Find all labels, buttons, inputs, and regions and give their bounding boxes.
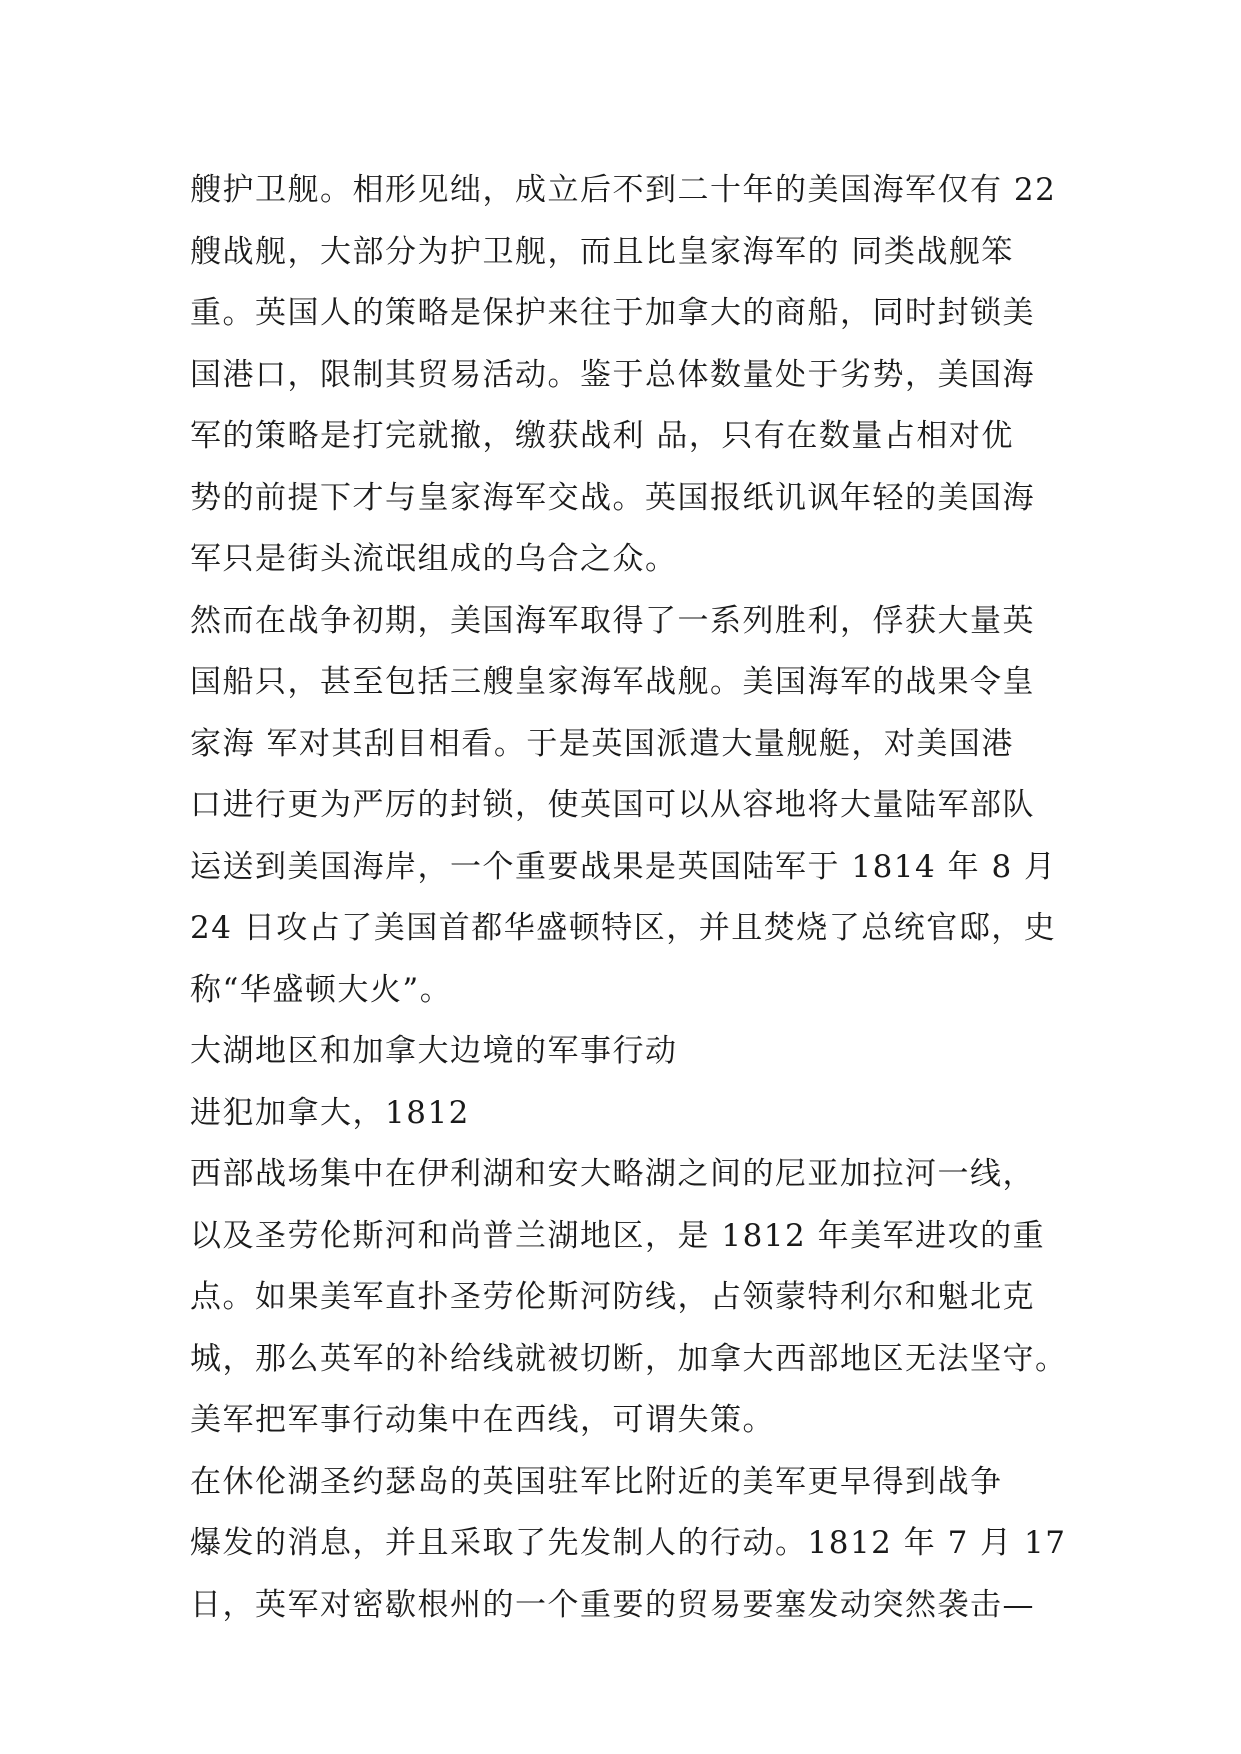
text-line: 点。如果美军直扑圣劳伦斯河防线，占领蒙特利尔和魁北克: [190, 1279, 1035, 1315]
text-line: 运送到美国海岸，一个重要战果是英国陆军于 1814 年 8 月: [190, 848, 1057, 885]
text-line: 势的前提下才与皇家海军交战。英国报纸讥讽年轻的美国海: [190, 479, 1035, 516]
text-line: 军只是街头流氓组成的乌合之众。: [190, 541, 678, 577]
text-line: 然而在战争初期，美国海军取得了一系列胜利，俘获大量英: [190, 602, 1035, 639]
text-line: 口进行更为严厉的封锁，使英国可以从容地将大量陆军部队: [190, 787, 1035, 823]
text-line: 艘护卫舰。相形见绌，成立后不到二十年的美国海军仅有 22: [190, 172, 1057, 208]
text-line: 日，英军对密歇根州的一个重要的贸易要塞发动突然袭击—: [190, 1586, 1035, 1623]
text-line: 国船只，甚至包括三艘皇家海军战舰。美国海军的战果令皇: [190, 664, 1035, 700]
text-line: 美军把军事行动集中在西线，可谓失策。: [190, 1402, 775, 1438]
body-text: [190, 160, 1070, 1636]
text-line: 重。英国人的策略是保护来往于加拿大的商船，同时封锁美: [190, 295, 1035, 331]
text-line: 家海 军对其刮目相看。于是英国派遣大量舰艇，对美国港: [190, 725, 1014, 762]
text-line: 称“华盛顿大火”。: [190, 971, 453, 1008]
text-line: 24 日攻占了美国首都华盛顿特区，并且焚烧了总统官邸，史: [190, 910, 1057, 946]
text-line: 艘战舰，大部分为护卫舰，而且比皇家海军的 同类战舰笨: [190, 233, 1014, 270]
text-line: 西部战场集中在伊利湖和安大略湖之间的尼亚加拉河一线，: [190, 1156, 1035, 1192]
subsection-heading: 进犯加拿大，1812: [190, 1094, 470, 1131]
text-line: 城，那么英军的补给线就被切断，加拿大西部地区无法坚守。: [190, 1340, 1068, 1377]
text-line: 军的策略是打完就撤，缴获战利 品，只有在数量占相对优: [190, 418, 1014, 454]
text-line: 在休伦湖圣约瑟岛的英国驻军比附近的美军更早得到战争: [190, 1463, 1003, 1500]
text-line: 国港口，限制其贸易活动。鉴于总体数量处于劣势，美国海: [190, 356, 1035, 393]
section-heading: 大湖地区和加拿大边境的军事行动: [190, 1033, 678, 1069]
text-line: 爆发的消息，并且采取了先发制人的行动。1812 年 7 月 17: [190, 1525, 1067, 1561]
text-line: 以及圣劳伦斯河和尚普兰湖地区，是 1812 年美军进攻的重: [190, 1217, 1046, 1254]
